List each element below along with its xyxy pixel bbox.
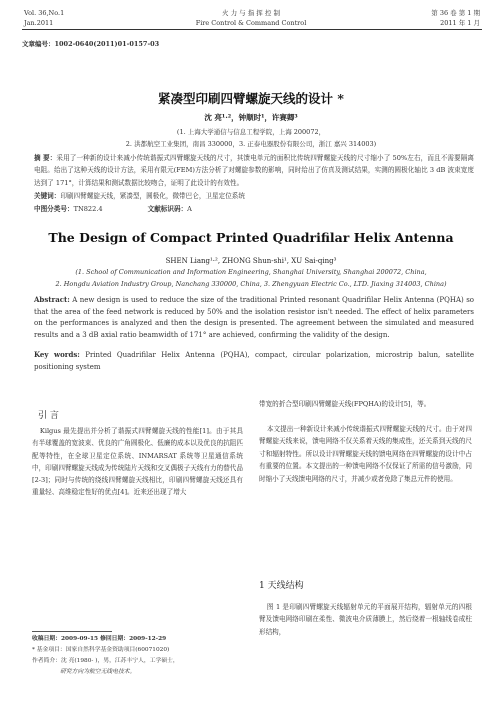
right-paragraph-2: 本文提出一种新设计来减小传统谐振式四臂螺旋天线的尺寸。由于对四臂螺旋天线来说，馈电网络不仅关系着天线的集成性，还关系到天线的尺寸和辐射特性。所以设计四臂螺旋天线的馈电网络在四臂螺旋的设计中占有重要的位置。本文提出的一种馈电网络不仅保证了所需的信号激励，同时缩小了天线馈电网络的尺寸，并减少或者免除了集总元件的使用。 [259, 425, 472, 483]
keywords-en-label: Key words: [34, 350, 80, 359]
section-heading-1: 1 天线结构 [259, 581, 304, 591]
keywords-cn-label: 关键词： [34, 192, 61, 200]
intro-paragraph: Kilgus 最先提出并分析了谐振式四臂螺旋天线的性能[1]。由于其具有半球覆盖的宽波束、优良的广角圆极化、低廉的成本以及优良的抗阻匹配等特性，在全球卫星定位系统、INMARSAT 系统等卫星通信系统中，印刷四臂螺旋天线成为传统陆片天线和交叉偶极子天线有力的替代品[2-3]；同时与传统的绕线四臂螺旋天线相比，印刷四臂螺旋天线还具有重量轻、高维稳定性好的优点[4]。近来还出现了增大 [32, 427, 243, 497]
doc-code-label: 文献标识码： [147, 205, 188, 213]
article-id: 文章编号：1002-0640(2011)01-0157-03 [22, 40, 160, 48]
footnote-received: 收稿日期：2009-09-15 修回日期：2009-12-29 [32, 636, 167, 642]
header-journal-cn: 火 力 与 指 挥 控 制 [222, 9, 280, 17]
right-paragraph-1: 带宽的折合型印刷四臂螺旋天线(FPQHA)的设计[5]，等。 [259, 400, 431, 408]
keywords-en-text: Printed Quadrifilar Helix Antenna (PQHA), compact, circular polarization, microstrip balun, satellite positioning system [34, 351, 474, 371]
clc-label: 中图分类号： [34, 205, 74, 213]
title-cn: 紧凑型印刷四臂螺旋天线的设计 * [158, 91, 344, 106]
footnote-fund: * 基金项目：国家自然科学基金资助项目(60071020) [32, 647, 170, 653]
clc-value: TN822.4 [73, 205, 103, 213]
title-en: The Design of Compact Printed Quadrifilar Helix Antenna [48, 230, 454, 245]
affiliation-cn-1: (1. 上海大学通信与信息工程学院，上海 200072， [176, 128, 326, 136]
keywords-cn [34, 190, 474, 202]
header-date-en: Jan.2011 [24, 19, 54, 27]
footnote-author-research: 研究方向为航空无线电技术。 [60, 669, 136, 675]
abstract-en-text: A new design is used to reduce the size of the traditional Printed resonant Quadrifilar Helix Antenna (PQHA) so that the area of the feed network is reduced by 50% and the isolation resistor isn't needed. The effect of helix parameters on the performances is analyzed and then the design is presented. The agreement between the simulated and measured results and a 3 dB axial ratio beamwidth of 171° are achieved, confirming the validity of the design. [34, 296, 474, 339]
header-volume: Vol. 36,No.1 [24, 9, 65, 17]
keywords-en [34, 349, 474, 373]
header-journal-en: Fire Control & Command Control [195, 19, 307, 27]
abstract-en-label: Abstract: [34, 295, 70, 304]
intro-heading: 引 言 [38, 411, 59, 421]
abstract-cn [34, 152, 474, 189]
header-rule [22, 29, 482, 30]
header-volume-cn: 第 36 卷 第 1 期 [431, 9, 480, 17]
classification-line [34, 203, 474, 215]
footnote-author: 作者简介：沈 亮(1980- )，男，江苏丰宁人，工学硕士， [32, 658, 179, 664]
doc-code-value: A [187, 205, 192, 213]
abstract-cn-label: 摘 要： [34, 154, 57, 162]
abstract-cn-text: 采用了一种新的设计来减小传统谐振式四臂螺旋天线的尺寸，其馈电单元的面积比传统四臂螺旋天线的尺寸缩小了 50%左右，而且不需要隔离电阻。给出了这种天线的设计方法，采用有限元(FEM)方法分析了对螺旋参数的影响，同时给出了仿真及测试结果，实测的圆极化轴比 3 dB 波束宽度达到了 171°，计算结果和测试数据比较吻合，证明了此设计的有效性。 [34, 154, 475, 187]
footnotes [32, 634, 247, 678]
affiliation-en-1: (1. School of Communication and Information Engineering, Shanghai University, Shanghai 200072, China, [75, 268, 427, 276]
abstract-en [34, 294, 474, 341]
keywords-cn-text: 印刷四臂螺旋天线，紧凑型，圆极化，微带巴仑，卫星定位系统 [60, 192, 245, 200]
footnote-rule [32, 631, 112, 632]
right-paragraph-3: 图 1 是印刷四臂螺旋天线辐射单元的平面展开结构，辐射单元的四根臂及馈电网络印刷在柔性、微波电介质薄膜上，然后绕着一根轴线卷成柱形结构， [259, 603, 472, 636]
header-date-cn: 2011 年 1 月 [440, 19, 480, 27]
affiliation-en-2: 2. Hongdu Aviation Industry Group, Nanchang 330000, China, 3. Zhengyuan Electric Co., LTD. Jiaxing 314003, China) [55, 280, 447, 288]
affiliation-cn-2: 2. 洪都航空工业集团，南昌 330000，3. 正泰电器股份有限公司，浙江 嘉兴 314003) [125, 140, 377, 148]
authors-cn: 沈 亮¹·²，钟顺时¹，许赛卿³ [204, 113, 298, 122]
authors-en: SHEN Liang¹·², ZHONG Shun-shi¹, XU Sai-qing³ [165, 257, 337, 265]
